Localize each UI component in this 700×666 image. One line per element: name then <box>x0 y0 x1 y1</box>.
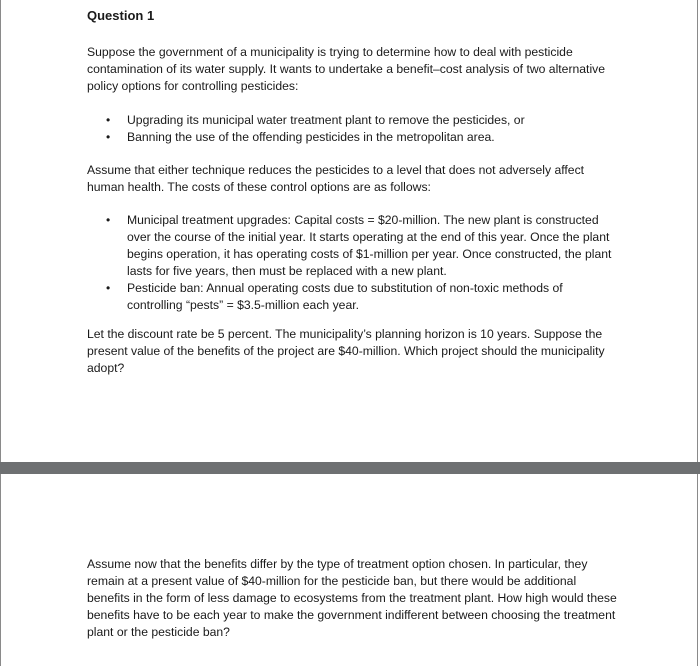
cost-text: Pesticide ban: Annual operating costs due to substitution of non-toxic methods of controlling “pests” = $3.5-million each year. <box>127 281 563 312</box>
bullet-icon: • <box>106 130 111 144</box>
bullet-icon: • <box>106 213 111 227</box>
option-text: Banning the use of the offending pesticides in the metropolitan area. <box>127 130 495 144</box>
costs-list <box>87 212 621 314</box>
followup-panel <box>0 474 698 666</box>
panel-divider <box>0 462 700 474</box>
question-prompt: Let the discount rate be 5 percent. The municipality’s planning horizon is 10 years. Suppose the present value of the benefits of the project are $40-million. Which project should the municipality adopt? <box>87 327 605 375</box>
bullet-icon: • <box>106 113 111 127</box>
intro-paragraph: Suppose the government of a municipality is trying to determine how to deal with pesticide contamination of its water supply. It wants to undertake a benefit–cost analysis of two alternative policy options for controlling pesticides: <box>87 45 606 93</box>
list-item <box>87 129 621 146</box>
list-item <box>87 112 621 129</box>
list-item <box>87 212 621 280</box>
option-text: Upgrading its municipal water treatment plant to remove the pesticides, or <box>127 113 525 127</box>
assumption-paragraph: Assume that either technique reduces the pesticides to a level that does not adversely affect human health. The costs of these control options are as follows: <box>87 163 585 194</box>
bullet-icon: • <box>106 281 111 295</box>
followup-paragraph: Assume now that the benefits differ by the type of treatment option chosen. In particular, they remain at a present value of $40-million for the pesticide ban, but there would be additional benefits in the form of less damage to ecosystems from the treatment plant. How high would these benefits have to be each year to make the government indifferent between choosing the treatment plant or the pesticide ban? <box>87 557 617 639</box>
list-item <box>87 280 621 314</box>
cost-text: Municipal treatment upgrades: Capital costs = $20-million. The new plant is constructed over the course of the initial year. It starts operating at the end of this year. Once the plant begins operation, it has operating costs of $1-million per year. Once constructed, the plant lasts for five years, then must be replaced with a new plant. <box>127 213 612 278</box>
policy-options-list <box>87 112 621 146</box>
question-title: Question 1 <box>87 8 155 23</box>
